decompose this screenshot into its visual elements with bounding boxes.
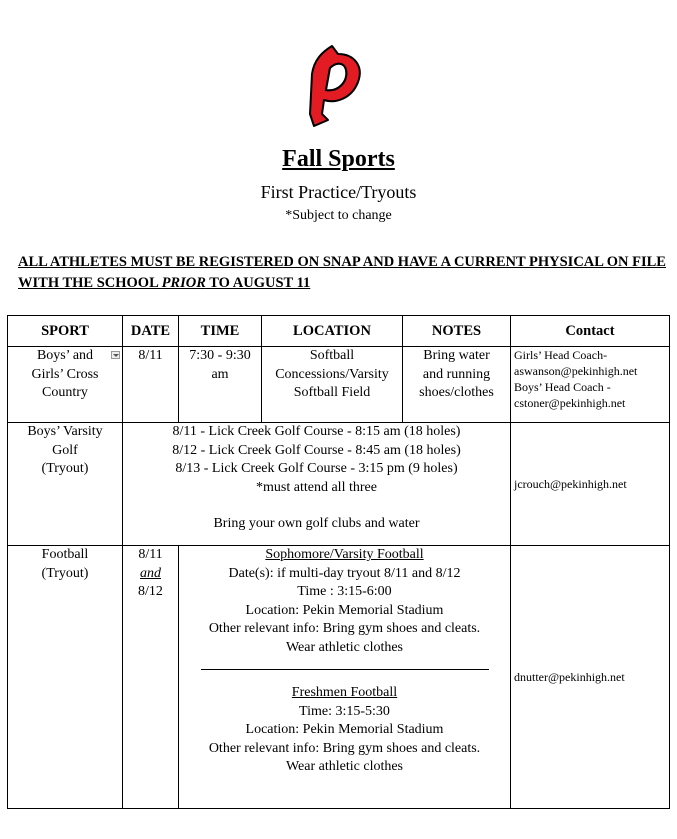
contact-email[interactable]: dnutter@pekinhigh.net — [514, 670, 625, 684]
header-date: DATE — [123, 316, 179, 347]
varsity-section-title: Sophomore/Varsity Football — [265, 547, 424, 562]
header-sport: SPORT — [8, 316, 123, 347]
table-row-golf — [8, 423, 670, 546]
registration-warning: ALL ATHLETES MUST BE REGISTERED ON SNAP AND HAVE A CURRENT PHYSICAL ON FILE WITH THE SCHOOL PRIOR TO AUGUST 11 — [18, 254, 666, 291]
cell-contact — [511, 546, 670, 809]
contact-email[interactable]: jcrouch@pekinhigh.net — [514, 477, 627, 491]
header-contact: Contact — [511, 316, 670, 347]
page-subtitle: First Practice/Tryouts — [260, 182, 417, 202]
page-title: Fall Sports — [282, 146, 395, 172]
golf-bring-note: Bring your own golf clubs and water — [213, 516, 420, 531]
header-location: LOCATION — [262, 316, 403, 347]
cell-date: 8/11 and 8/12 — [123, 546, 179, 809]
cell-location: Softball Concessions/Varsity Softball Field — [262, 347, 403, 423]
cell-sport: Boys’ and Girls’ Cross Country — [8, 347, 123, 423]
table-row-football — [8, 546, 670, 809]
cell-sport: Boys’ Varsity Golf (Tryout) — [8, 423, 123, 546]
cell-football-details: Sophomore/Varsity Football Date(s): if multi-day tryout 8/11 and 8/12 Time : 3:15-6:00 Location: Pekin Memorial Stadium Other relevant info: Bring gym shoes and cleats. Wear athletic clothes Freshmen Football Time: 3:15-5:30 Location: Pekin Memorial Stadium Other relevant info: Bring gym shoes and cleats. Wear athletic clothes — [179, 546, 511, 809]
cell-date: 8/11 — [123, 347, 179, 423]
table-header-row — [8, 316, 670, 347]
cell-sport: Football (Tryout) — [8, 546, 123, 809]
table-row-cross-country — [8, 347, 670, 423]
header-notes: NOTES — [403, 316, 511, 347]
cell-contact: Girls’ Head Coach- aswanson@pekinhigh.net Boys’ Head Coach - cstoner@pekinhigh.net — [511, 347, 670, 423]
section-divider — [201, 669, 489, 670]
pekin-p-logo — [302, 44, 364, 128]
freshmen-section-title: Freshmen Football — [291, 685, 398, 700]
cell-contact — [511, 423, 670, 546]
cell-golf-details: 8/11 - Lick Creek Golf Course - 8:15 am (18 holes) 8/12 - Lick Creek Golf Course - 8:45 am (18 holes) 8/13 - Lick Creek Golf Course - 3:15 pm (9 holes) *must attend all three Bring your own golf clubs and water — [123, 423, 511, 546]
change-note: *Subject to change — [285, 208, 392, 223]
cell-notes: Bring water and running shoes/clothes — [403, 347, 511, 423]
contact-email[interactable]: aswanson@pekinhigh.net — [514, 364, 638, 378]
schedule-table — [7, 315, 670, 809]
contact-email[interactable]: cstoner@pekinhigh.net — [514, 396, 626, 410]
header-time: TIME — [179, 316, 262, 347]
cell-time: 7:30 - 9:30 am — [179, 347, 262, 423]
dropdown-icon[interactable] — [111, 351, 120, 359]
